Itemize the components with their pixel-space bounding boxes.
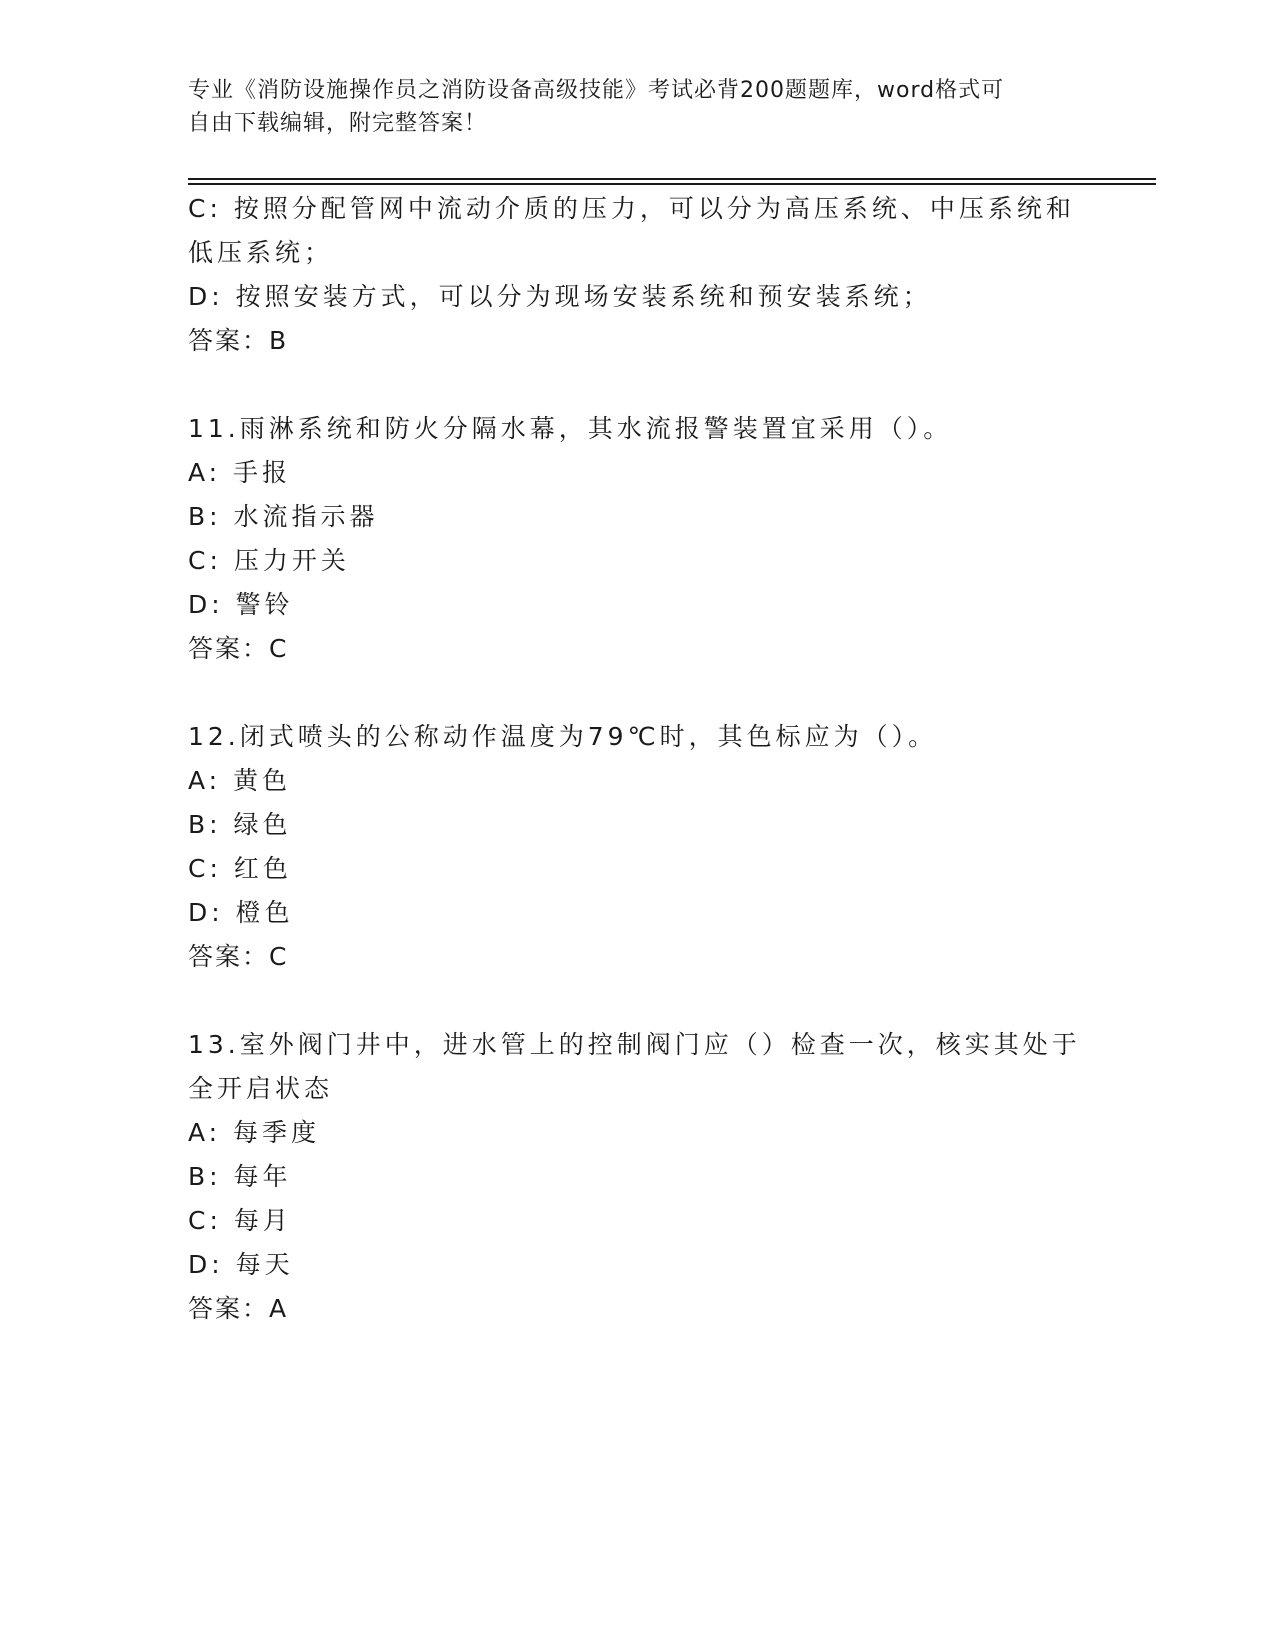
header-line-2: 自由下载编辑，附完整答案！ — [188, 111, 488, 136]
question-11-option-a: A: 手报 — [188, 458, 292, 487]
question-13-answer: 答案：A — [188, 1294, 289, 1323]
question-13-option-b: B: 每年 — [188, 1162, 292, 1191]
question-11-option-b: B: 水流指示器 — [188, 502, 379, 531]
question-13-option-d: D: 每天 — [188, 1250, 294, 1279]
prev-option-c-line-2: 低压系统； — [188, 238, 334, 267]
question-11-option-d: D: 警铃 — [188, 590, 294, 619]
question-11-stem: 11.雨淋系统和防火分隔水幕，其水流报警装置宜采用（）。 — [188, 414, 953, 443]
question-12-option-a: A: 黄色 — [188, 766, 292, 795]
question-13-option-a: A: 每季度 — [188, 1118, 321, 1147]
prev-answer: 答案：B — [188, 326, 289, 355]
question-11-option-c: C: 压力开关 — [188, 546, 350, 575]
question-11-answer: 答案：C — [188, 634, 289, 663]
question-13-option-c: C: 每月 — [188, 1206, 292, 1235]
question-12-option-c: C: 红色 — [188, 854, 292, 883]
prev-option-c-line-1: C: 按照分配管网中流动介质的压力，可以分为高压系统、中压系统和 — [188, 194, 1075, 223]
prev-option-d: D: 按照安装方式，可以分为现场安装系统和预安装系统； — [188, 282, 932, 311]
header-line-1: 专业《消防设施操作员之消防设备高级技能》考试必背200题题库，word格式可 — [188, 78, 1005, 103]
header-divider-bottom — [188, 183, 1156, 185]
header-divider-top — [188, 178, 1156, 180]
question-13-stem-line-2: 全开启状态 — [188, 1074, 334, 1103]
question-13-stem-line-1: 13.室外阀门井中，进水管上的控制阀门应（）检查一次，核实其处于 — [188, 1030, 1081, 1059]
question-12-option-b: B: 绿色 — [188, 810, 292, 839]
question-12-stem: 12.闭式喷头的公称动作温度为79℃时，其色标应为（）。 — [188, 722, 938, 751]
question-12-answer: 答案：C — [188, 942, 289, 971]
document-header — [188, 74, 1068, 140]
question-12-option-d: D: 橙色 — [188, 898, 294, 927]
